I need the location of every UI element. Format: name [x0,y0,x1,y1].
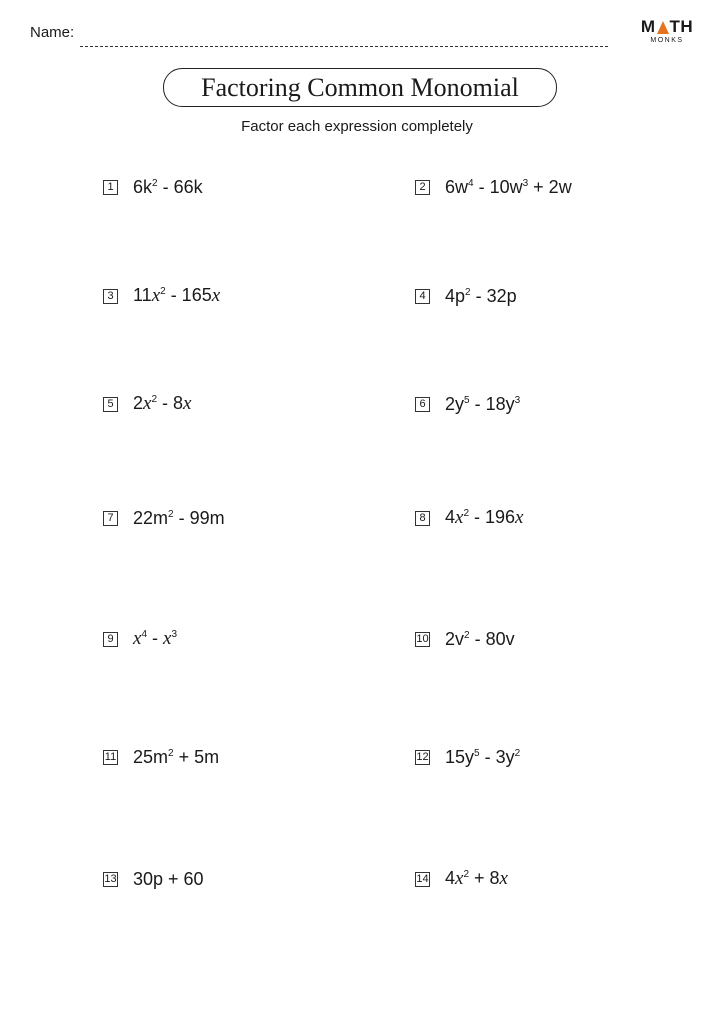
problem-expression: $6w^4 - 10w^3 + 2w$ [445,176,572,197]
name-line[interactable] [80,46,608,47]
problem-item [103,867,204,891]
problem-number: 5 [103,397,118,412]
problem-item [415,506,523,530]
problem-expression: $4x^2 - 196x$ [445,507,524,528]
worksheet-title [163,68,557,107]
logo-triangle-icon [657,21,669,34]
logo-left-text: M [640,17,656,36]
problem-expression: $2v^2 - 80v$ [445,628,515,649]
problem-item [103,506,225,530]
instructions: Factor each expression completely [241,118,473,135]
problem-number: 11 [104,750,117,763]
problem-expression: $2x^2 - 8x$ [133,393,192,414]
name-label: Name: [30,24,75,41]
problem-item [415,392,520,416]
problem-expression: $4x^2 + 8x$ [445,868,508,889]
problem-item [103,392,191,416]
problem-expression: $22m^2 - 99m$ [133,507,225,528]
logo-right-text: TH [669,17,694,36]
problem-item [415,284,517,308]
title-text: Factoring Common Monomial [201,72,519,102]
problem-expression: 30p + 60 [133,868,204,889]
problem-number: 6 [415,397,430,412]
problem-expression: $15y^5 - 3y^2$ [445,746,521,767]
math-monks-logo [636,18,698,45]
problem-number: 14 [416,872,429,885]
problem-expression: $2y^5 - 18y^3$ [445,393,521,414]
problem-item [415,745,520,769]
problem-number: 4 [415,289,430,304]
problem-item [415,175,572,199]
problem-expression: $6k^2 - 66k$ [133,176,203,197]
problem-number: 9 [103,632,118,647]
problem-number: 3 [103,289,118,304]
problem-item [103,745,219,769]
problem-expression: $4p^2 - 32p$ [445,285,517,306]
problem-item [103,627,177,651]
problem-number: 13 [104,872,117,885]
problem-item [103,175,203,199]
problem-item [415,867,508,891]
logo-subtext: MONKS [650,37,684,44]
problem-expression: $11x^2 - 165x$ [133,285,221,306]
problem-expression: $x^4 - x^3$ [133,628,177,649]
problem-number: 1 [103,180,118,195]
problem-number: 7 [103,511,118,526]
problem-item [103,284,220,308]
problem-number: 12 [416,750,429,763]
problem-item [415,627,515,651]
problem-number: 10 [416,632,429,645]
problem-number: 8 [415,511,430,526]
problem-expression: $25m^2 + 5m$ [133,746,220,767]
problem-number: 2 [415,180,430,195]
